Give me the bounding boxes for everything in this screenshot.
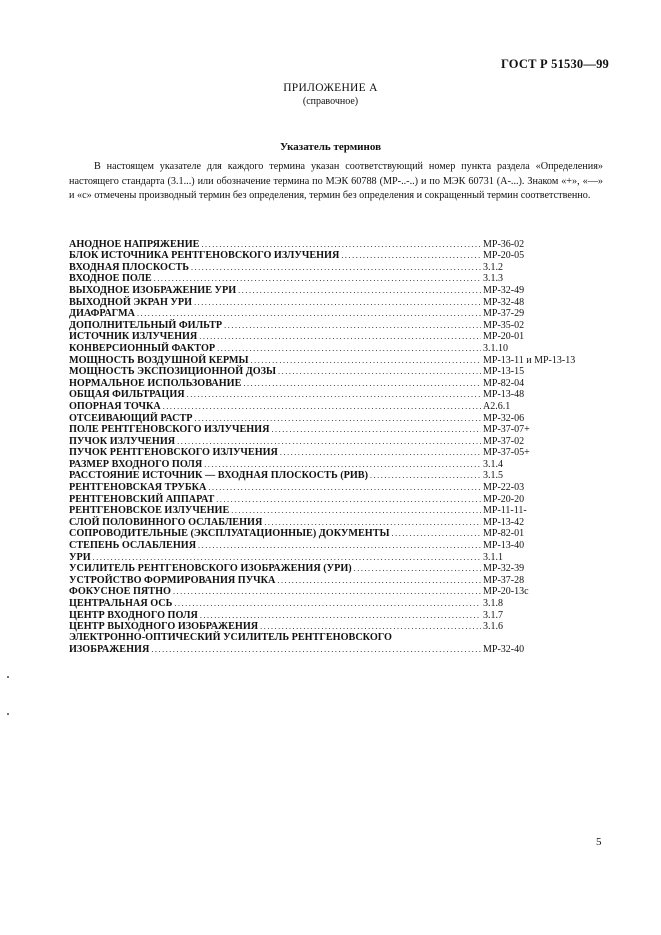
term-row [69,284,614,296]
leader-dots [151,644,481,655]
term-row [69,331,614,343]
leader-dots [187,389,481,400]
term-row [69,539,614,551]
leader-dots [260,621,481,632]
term-name: ВЫХОДНОЕ ИЗОБРАЖЕНИЕ УРИ [69,284,237,296]
leader-dots [93,552,481,563]
term-name: ЦЕНТР ВЫХОДНОГО ИЗОБРАЖЕНИЯ [69,621,259,633]
term-ref: МР-37-02 [483,435,525,447]
term-ref: МР-37-28 [483,574,525,586]
term-ref: МР-32-39 [483,563,525,575]
term-name-line2: ИЗОБРАЖЕНИЯ [69,644,150,656]
leader-dots [264,517,481,528]
term-name: ДИАФРАГМА [69,308,135,320]
term-row [69,609,614,621]
term-row [69,458,614,470]
leader-dots [137,308,481,319]
term-ref: 3.1.2 [483,261,503,273]
term-row [69,493,614,505]
term-row [69,261,614,273]
term-row [69,412,614,424]
term-name: ФОКУСНОЕ ПЯТНО [69,586,171,598]
leader-dots [195,413,481,424]
term-name: ОПОРНАЯ ТОЧКА [69,400,161,412]
term-ref: МР-13-11 и МР-13-13 [483,354,576,366]
index-title: Указатель терминов [279,141,382,153]
leader-dots [217,343,481,354]
term-name: РАССТОЯНИЕ ИСТОЧНИК — ВХОДНАЯ ПЛОСКОСТЬ (РИВ) [69,470,368,482]
term-ref: МР-20-20 [483,493,525,505]
term-ref: 3.1.6 [483,621,503,633]
term-row [69,319,614,331]
term-ref: А2.6.1 [483,400,511,412]
scan-speck [7,676,9,678]
leader-dots [173,586,481,597]
term-name: РАЗМЕР ВХОДНОГО ПОЛЯ [69,458,203,470]
leader-dots [200,610,481,621]
leader-dots [243,378,481,389]
term-name: ВЫХОДНОЙ ЭКРАН УРИ [69,296,193,308]
term-row [69,435,614,447]
term-row [69,563,614,575]
term-name: АНОДНОЕ НАПРЯЖЕНИЕ [69,238,200,250]
term-name: ИСТОЧНИК ИЗЛУЧЕНИЯ [69,331,198,343]
term-row [69,621,614,633]
term-ref: МР-20-01 [483,331,525,343]
term-row [69,505,614,517]
term-row [69,250,614,262]
term-name: НОРМАЛЬНОЕ ИСПОЛЬЗОВАНИЕ [69,377,242,389]
term-name-line1: ЭЛЕКТРОННО-ОПТИЧЕСКИЙ УСИЛИТЕЛЬ РЕНТГЕНОВСКОГО [69,632,392,644]
term-row [69,528,614,540]
term-name: БЛОК ИСТОЧНИКА РЕНТГЕНОВСКОГО ИЗЛУЧЕНИЯ [69,250,340,262]
term-name: УСИЛИТЕЛЬ РЕНТГЕНОВСКОГО ИЗОБРАЖЕНИЯ (УРИ) [69,563,352,575]
appendix-subtitle: (справочное) [302,96,359,107]
term-row [69,574,614,586]
leader-dots [163,401,481,412]
leader-dots [354,563,481,574]
leader-dots [341,250,481,261]
leader-dots [199,331,481,342]
term-ref: МР-20-05 [483,250,525,262]
leader-dots [191,262,481,273]
term-row [69,377,614,389]
term-row [69,424,614,436]
term-name: ПОЛЕ РЕНТГЕНОВСКОГО ИЗЛУЧЕНИЯ [69,424,270,436]
term-ref: МР-13-40 [483,540,525,552]
terms-list [69,238,614,655]
term-ref: МР-82-01 [483,528,525,540]
term-ref: МР-37-07+ [483,424,530,436]
term-name: ПУЧОК ИЗЛУЧЕНИЯ [69,435,176,447]
term-name: ВХОДНОЕ ПОЛЕ [69,273,152,285]
term-row [69,470,614,482]
term-ref: МР-13-15 [483,366,525,378]
page-number: 5 [596,836,602,848]
term-row [69,308,614,320]
term-ref: 3.1.4 [483,458,503,470]
leader-dots [216,494,481,505]
document-header: ГОСТ Р 51530—99 [500,57,609,71]
term-ref: МР-13-48 [483,389,525,401]
term-ref: МР-11-11- [483,505,527,517]
leader-dots [177,436,481,447]
term-ref: МР-35-02 [483,319,525,331]
term-row [69,551,614,563]
leader-dots [204,459,481,470]
term-ref: МР-20-13с [483,586,529,598]
leader-dots [392,528,481,539]
term-ref: 3.1.7 [483,609,503,621]
term-name: ДОПОЛНИТЕЛЬНЫЙ ФИЛЬТР [69,319,223,331]
term-ref: МР-37-29 [483,308,525,320]
term-ref: 3.1.10 [483,342,508,354]
term-row [69,342,614,354]
term-row [69,296,614,308]
leader-dots [280,447,481,458]
term-name: МОЩНОСТЬ ЭКСПОЗИЦИОННОЙ ДОЗЫ [69,366,277,378]
leader-dots [224,320,481,331]
term-ref: МР-37-05+ [483,447,530,459]
term-ref: МР-32-48 [483,296,525,308]
term-ref: 3.1.3 [483,273,503,285]
term-name: УРИ [69,551,91,563]
term-name: СЛОЙ ПОЛОВИННОГО ОСЛАБЛЕНИЯ [69,516,263,528]
leader-dots [194,297,481,308]
term-ref: МР-32-49 [483,284,525,296]
term-row [69,597,614,609]
term-name: СТЕПЕНЬ ОСЛАБЛЕНИЯ [69,540,197,552]
leader-dots [231,505,481,516]
appendix-title: ПРИЛОЖЕНИЕ А [283,82,378,94]
term-row [69,481,614,493]
term-row [69,400,614,412]
term-row [69,273,614,285]
leader-dots [277,575,481,586]
term-ref: МР-82-04 [483,377,525,389]
term-name: РЕНТГЕНОВСКИЙ АППАРАТ [69,493,215,505]
term-name: ВХОДНАЯ ПЛОСКОСТЬ [69,261,189,273]
term-name: СОПРОВОДИТЕЛЬНЫЕ (ЭКСПЛУАТАЦИОННЫЕ) ДОКУМЕНТЫ [69,528,390,540]
leader-dots [201,239,481,250]
term-ref: МР-22-03 [483,482,525,494]
term-name: РЕНТГЕНОВСКАЯ ТРУБКА [69,482,207,494]
term-ref: МР-32-40 [483,644,525,656]
leader-dots [208,482,481,493]
leader-dots [251,355,481,366]
term-name: ЦЕНТР ВХОДНОГО ПОЛЯ [69,609,198,621]
leader-dots [198,540,481,551]
term-name: РЕНТГЕНОВСКОЕ ИЗЛУЧЕНИЕ [69,505,230,517]
leader-dots [174,598,481,609]
leader-dots [238,285,481,296]
term-ref: МР-36-02 [483,238,525,250]
term-row [69,389,614,401]
term-row [69,354,614,366]
index-intro: В настоящем указателе для каждого термина указан соответствующий номер пункта раздела «Определения» настоящего стандарта (3.1...) или обозначение термина по МЭК 60788 (МР-..-..) и по МЭК 60731 (А-...). Знаком «+», «—» и «с» отмечены производный термин без определения, термин без определения и сокращенный термин соответственно. [69,161,603,201]
term-row [69,516,614,528]
term-name: КОНВЕРСИОННЫЙ ФАКТОР [69,342,216,354]
term-row [69,238,614,250]
term-name: ОТСЕИВАЮЩИЙ РАСТР [69,412,193,424]
term-row [69,586,614,598]
term-ref: 3.1.5 [483,470,503,482]
leader-dots [370,470,481,481]
term-name: ПУЧОК РЕНТГЕНОВСКОГО ИЗЛУЧЕНИЯ [69,447,278,459]
term-name: ОБЩАЯ ФИЛЬТРАЦИЯ [69,389,185,401]
term-ref: МР-13-42 [483,516,525,528]
term-row [69,366,614,378]
leader-dots [271,424,481,435]
term-name: УСТРОЙСТВО ФОРМИРОВАНИЯ ПУЧКА [69,574,276,586]
term-ref: 3.1.1 [483,551,503,563]
leader-dots [154,273,481,284]
leader-dots [278,366,481,377]
term-row [69,447,614,459]
term-row-last [69,644,614,656]
term-ref: МР-32-06 [483,412,525,424]
scan-speck [7,713,9,715]
term-name: МОЩНОСТЬ ВОЗДУШНОЙ КЕРМЫ [69,354,249,366]
term-name: ЦЕНТРАЛЬНАЯ ОСЬ [69,598,173,609]
term-ref: 3.1.8 [483,598,503,609]
